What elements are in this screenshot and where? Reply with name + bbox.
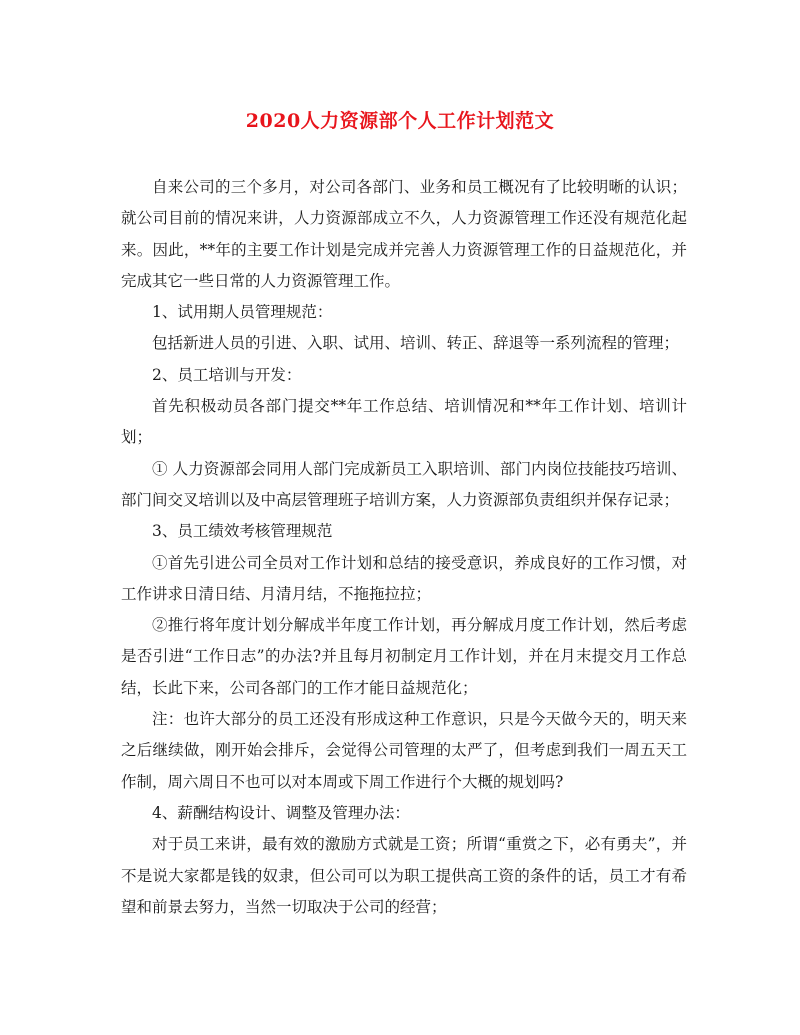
probation-paragraph: 包括新进人员的引进、入职、试用、培训、转正、辞退等一系列流程的管理； [152, 334, 680, 353]
document-title: 2020人力资源部个人工作计划范文 [245, 110, 555, 132]
training-paragraph-2: ① 人力资源部会同用人部门完成新员工入职培训、部门内岗位技能技巧培训、部门间交叉培训以及中高层管理班子培训方案，人力资源部负责组织并保存记录； [121, 459, 687, 509]
document-body [121, 172, 687, 923]
performance-note: 注：也许大部分的员工还没有形成这种工作意识，只是今天做今天的，明天来之后继续做，刚开始会排斥，会觉得公司管理的太严了，但考虑到我们一周五天工作制，周六周日不也可以对本周或下周工作进行个大概的规划吗? [121, 710, 687, 791]
performance-paragraph-2: ②推行将年度计划分解成半年度工作计划，再分解成月度工作计划，然后考虑是否引进“工作日志”的办法?并且每月初制定月工作计划，并在月末提交月工作总结，长此下来，公司各部门的工作才能日益规范化； [121, 616, 687, 697]
section-heading-compensation: 4、薪酬结构设计、调整及管理办法： [152, 803, 410, 822]
section-heading-performance: 3、员工绩效考核管理规范 [152, 522, 333, 541]
compensation-paragraph: 对于员工来讲，最有效的激励方式就是工资；所谓“重赏之下，必有勇夫”，并不是说大家都是钱的奴隶，但公司可以为职工提供高工资的条件的话，员工才有希望和前景去努力，当然一切取决于公司的经营； [121, 835, 687, 916]
performance-paragraph-1: ①首先引进公司全员对工作计划和总结的接受意识，养成良好的工作习惯，对工作讲求日清日结、月清月结，不拖拖拉拉； [121, 553, 687, 603]
training-paragraph-1: 首先积极动员各部门提交**年工作总结、培训情况和**年工作计划、培训计划； [121, 397, 687, 447]
section-heading-training: 2、员工培训与开发： [152, 365, 302, 384]
intro-paragraph: 自来公司的三个多月，对公司各部门、业务和员工概况有了比较明晰的认识；就公司目前的情况来讲，人力资源部成立不久，人力资源管理工作还没有规范化起来。因此，**年的主要工作计划是完成并完善人力资源管理工作的日益规范化，并完成其它一些日常的人力资源管理工作。 [121, 178, 687, 290]
section-heading-probation: 1、试用期人员管理规范： [152, 303, 333, 322]
